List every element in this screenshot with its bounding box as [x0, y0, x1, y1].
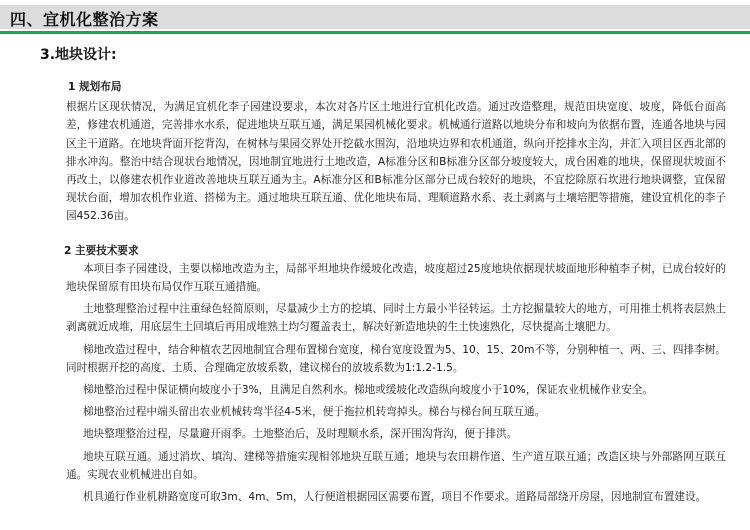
planning-heading: 1 规划布局 — [68, 81, 122, 93]
page-title: 四、宜机化整治方案 — [10, 10, 159, 29]
technical-paragraph-5: 梯地整治过程中端头留出农业机械转弯半径4-5米，便于拖拉机转弯掉头。梯台与梯台间互联互通。 — [82, 406, 546, 419]
header-accent-line — [0, 31, 750, 34]
technical-heading: 2 主要技术要求 — [64, 244, 139, 257]
planning-paragraph: 根据片区现状情况，为满足宜机化李子园建设要求，本次对各片区土地进行宜机化改造。通过改造整理，规范田块宽度、坡度，降低台面高差，修建农机通道，完善排水水系，促进地块互联互通，满足果园机械化要求。机械通行道路以地块分布和坡向为依据布置，连通各地块与园区主干道路。在地块背面开挖背沟，在树林与果园交界处开挖截水围沟，沿地块边界和农机通道，纵向开挖排水主沟，并汇入项目区西北部的排水冲沟。整治中结合现状台地情况，因地制宜地进行土地改造，A标准分区和B标准分区部分坡度较大，成台困难的地块，保留现状坡面不再改土，以修建农机作业道改善地块互联互通为主。A标准分区和B标准分区部分已成台较好的地块，不宜挖除原石坎进行地块调整，宜保留现状台面，增加农机作业道、搭梯为主。通过地块互联互通、优化地块布局、理顺道路水系、表土剥离与土壤培肥等措施，建设宜机化的李子园452.36亩。 — [66, 101, 726, 223]
technical-paragraph-3: 梯地改造过程中，结合种植农艺因地制宜合理布置梯台宽度，梯台宽度设置为5、10、15、20m不等，分别种植一、两、三、四排李树。同时根据开挖的高度、土质、合理确定放坡系数，建议梯台的放坡系数为1:1.2-1.5。 — [66, 343, 726, 374]
technical-paragraph-1: 本项目李子园建设，主要以梯地改造为主，局部平坦地块作缓坡化改造，坡度超过25度地块依据现状坡面地形种植李子树，已成台较好的地块保留原有田块布局仅作互联互通措施。 — [66, 262, 726, 294]
document-body — [66, 78, 726, 506]
technical-paragraph-4: 梯地整治过程中保证横向坡度小于3%，且满足自然利水。梯地或缓坡化改造纵向坡度小于10%，保证农业机械作业安全。 — [82, 384, 653, 397]
section-title: 3.地块设计: — [40, 47, 117, 63]
technical-paragraph-8: 机具通行作业机耕路宽度可取3m、4m、5m，人行便道根据园区需要布置，项目不作要求。道路局部绕开房屋，因地制宜布置建设。 — [82, 491, 707, 504]
technical-paragraph-7: 地块互联互通。通过消坎、填沟、建梯等措施实现相邻地块互联互通；地块与农田耕作道、生产道互联互通；改造区块与外部路网互联互通。实现农业机械进出自如。 — [66, 450, 726, 481]
technical-paragraph-6: 地块整理整治过程，尽量避开雨季。土地整治后，及时理顺水系，深开围沟背沟，便于排洪。 — [82, 428, 518, 441]
technical-paragraph-2: 土地整理整治过程中注重绿色轻简原则，尽量减少土方的挖填、同时土方最小半径转运。土方挖掘量较大的地方，可用推土机将表层熟土剥离就近成堆，用底层生土回填后再用成堆熟土均匀覆盖表土，解决好新造地块的生土快速熟化，尽快提高土壤肥力。 — [66, 303, 726, 334]
